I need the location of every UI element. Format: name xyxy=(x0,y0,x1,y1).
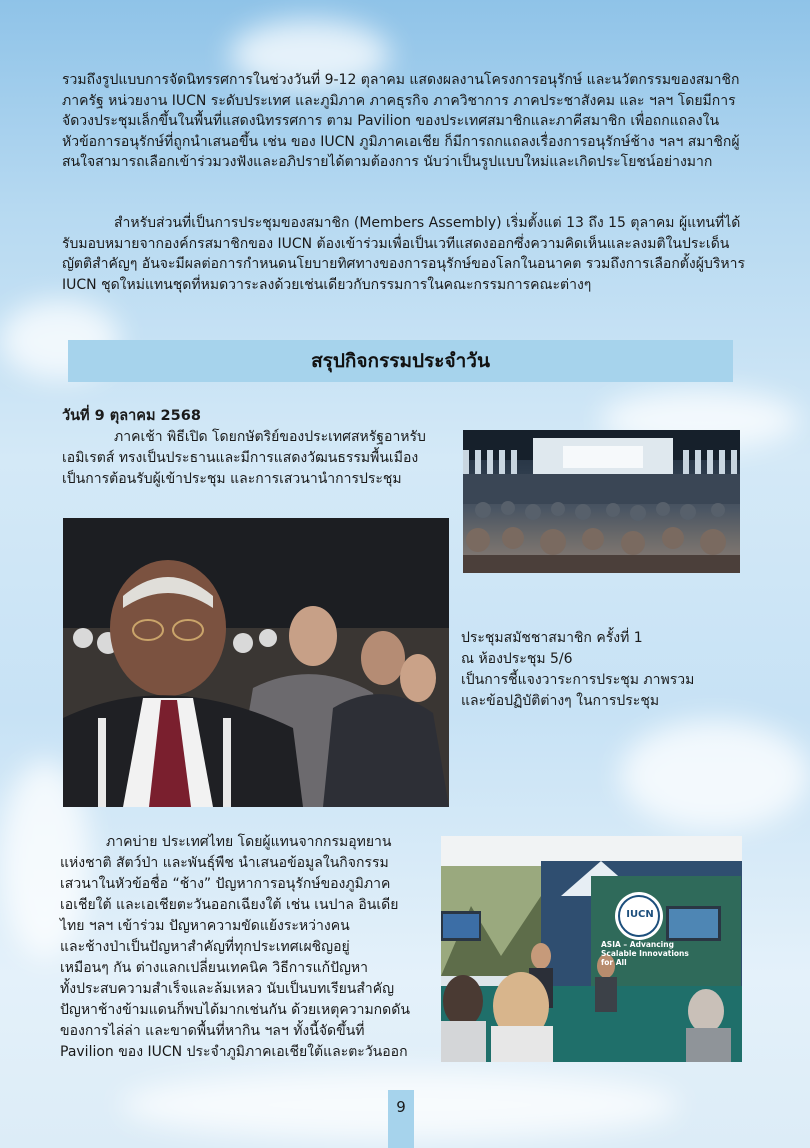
iucn-pavilion-photo xyxy=(441,836,742,1062)
afternoon-line: ปัญหาช้างข้ามแดนก็พบได้มากเช่นกัน ด้วยเหตุความกดดัน xyxy=(60,1002,410,1018)
afternoon-line: ทั้งประสบความสำเร็จและล้มเหลว นับเป็นบทเรียนสำคัญ xyxy=(60,981,395,997)
iucn-pavilion-illustration xyxy=(441,836,742,1062)
afternoon-line: ภาคบ่าย ประเทศไทย โดยผู้แทนจากกรมอุทยาน xyxy=(106,834,392,850)
intro-paragraph-1: รวมถึงรูปแบบการจัดนิทรรศการในช่วงวันที่ 9-12 ตุลาคม แสดงผลงานโครงการอนุรักษ์ และนวัตกรรมของสมาชิกภาครัฐ หน่วยงาน IUCN ระดับประเทศ และภูมิภาค ภาคธุรกิจ ภาควิชาการ ภาคประชาสังคม และ ฯลฯ โดยมีการจัดวงประชุมเล็กขึ้นในพื้นที่แสดงนิทรรศการ ตาม Pavilion ของประเทศสมาชิกและภาคีสมาชิก เพื่อถกแถลงในหัวข้อการอนุรักษ์ที่ถูกนำเสนอขึ้น เช่น ของ IUCN ภูมิภาคเอเชีย ก็มีการถกแถลงเรื่องการอนุรักษ์ช้าง ฯลฯ สมาชิกผู้สนใจสามารถเลือกเข้าร่วมวงฟังและอภิปรายได้ตามต้องการ นับว่าเป็นรูปแบบใหม่และเกิดประโยชน์อย่างมาก xyxy=(62,72,740,171)
assembly-caption xyxy=(461,628,761,712)
intro-paragraph-2: สำหรับส่วนที่เป็นการประชุมของสมาชิก (Members Assembly) เริ่มตั้งแต่ 13 ถึง 15 ตุลาคม ผู้แทนที่ได้รับมอบหมายจากองค์กรสมาชิกของ IUCN ต้องเข้าร่วมเพื่อเป็นเวทีแสดงออกซึ่งความคิดเห็นและลงมติในประเด็นญัตติสำคัญๆ อันจะมีผลต่อการกำหนดนโยบายทิศทางของการอนุรักษ์ของโลกในอนาคต รวมถึงการเลือกตั้งผู้บริหาร IUCN ชุดใหม่แทนชุดที่หมดวาระลงด้วยเช่นเดียวกับกรรมการในคณะกรรมการคณะต่างๆ xyxy=(62,215,745,293)
afternoon-line: เหมือนๆ กัน ต่างแลกเปลี่ยนเทคนิค วิธีการแก้ปัญหา xyxy=(60,960,369,976)
opening-ceremony-photo xyxy=(463,430,740,573)
afternoon-line: แห่งชาติ สัตว์ป่า และพันธุ์พืช นำเสนอข้อมูลในกิจกรรม xyxy=(60,855,389,871)
caption-line: ณ ห้องประชุม 5/6 xyxy=(461,651,573,667)
pavilion-banner-text xyxy=(601,940,691,967)
section-title: สรุปกิจกรรมประจำวัน xyxy=(311,350,490,372)
caption-line: และข้อปฏิบัติต่างๆ ในการประชุม xyxy=(461,693,660,709)
morning-line: เป็นการต้อนรับผู้เข้าประชุม และการเสวนานำการประชุม xyxy=(62,471,402,487)
members-assembly-illustration xyxy=(63,518,449,807)
members-assembly-photo xyxy=(63,518,449,807)
afternoon-line: ไทย ฯลฯ เข้าร่วม ปัญหาความขัดแย้งระหว่างคน xyxy=(60,918,350,934)
afternoon-line: และช้างป่าเป็นปัญหาสำคัญที่ทุกประเทศเผชิญอยู่ xyxy=(60,939,350,955)
pavilion-banner-line: ASIA – Advancing xyxy=(601,940,674,949)
caption-line: ประชุมสมัชชาสมาชิก ครั้งที่ 1 xyxy=(461,630,643,646)
afternoon-line: เอเชียใต้ และเอเชียตะวันออกเฉียงใต้ เช่น เนปาล อินเดีย xyxy=(60,897,399,913)
pavilion-banner-line: for All xyxy=(601,958,627,967)
caption-line: เป็นการชี้แจงวาระการประชุม ภาพรวม xyxy=(461,672,695,688)
afternoon-line: Pavilion ของ IUCN ประจำภูมิภาคเอเชียใต้และตะวันออก xyxy=(60,1044,408,1060)
morning-line: เอมิเรตส์ ทรงเป็นประธานและมีการแสดงวัฒนธรรมพื้นเมือง xyxy=(62,450,419,466)
day-title: วันที่ 9 ตุลาคม 2568 xyxy=(62,408,201,424)
opening-ceremony-illustration xyxy=(463,430,740,573)
pavilion-banner-line: Scalable Innovations xyxy=(601,949,689,958)
page-number: 9 xyxy=(388,1090,414,1148)
morning-line: ภาคเช้า พิธีเปิด โดยกษัตริย์ของประเทศสหรัฐอาหรับ xyxy=(114,429,426,445)
iucn-logo-icon: IUCN xyxy=(626,909,654,920)
afternoon-text xyxy=(60,832,430,1063)
afternoon-line: ของการไล่ล่า และขาดพื้นที่หากิน ฯลฯ ทั้งนี้จัดขึ้นที่ xyxy=(60,1023,365,1039)
background-cloud xyxy=(620,720,810,830)
morning-text xyxy=(62,427,462,490)
section-banner xyxy=(68,340,733,382)
afternoon-line: เสวนาในหัวข้อชื่อ “ช้าง” ปัญหาการอนุรักษ์ของภูมิภาค xyxy=(60,876,391,892)
